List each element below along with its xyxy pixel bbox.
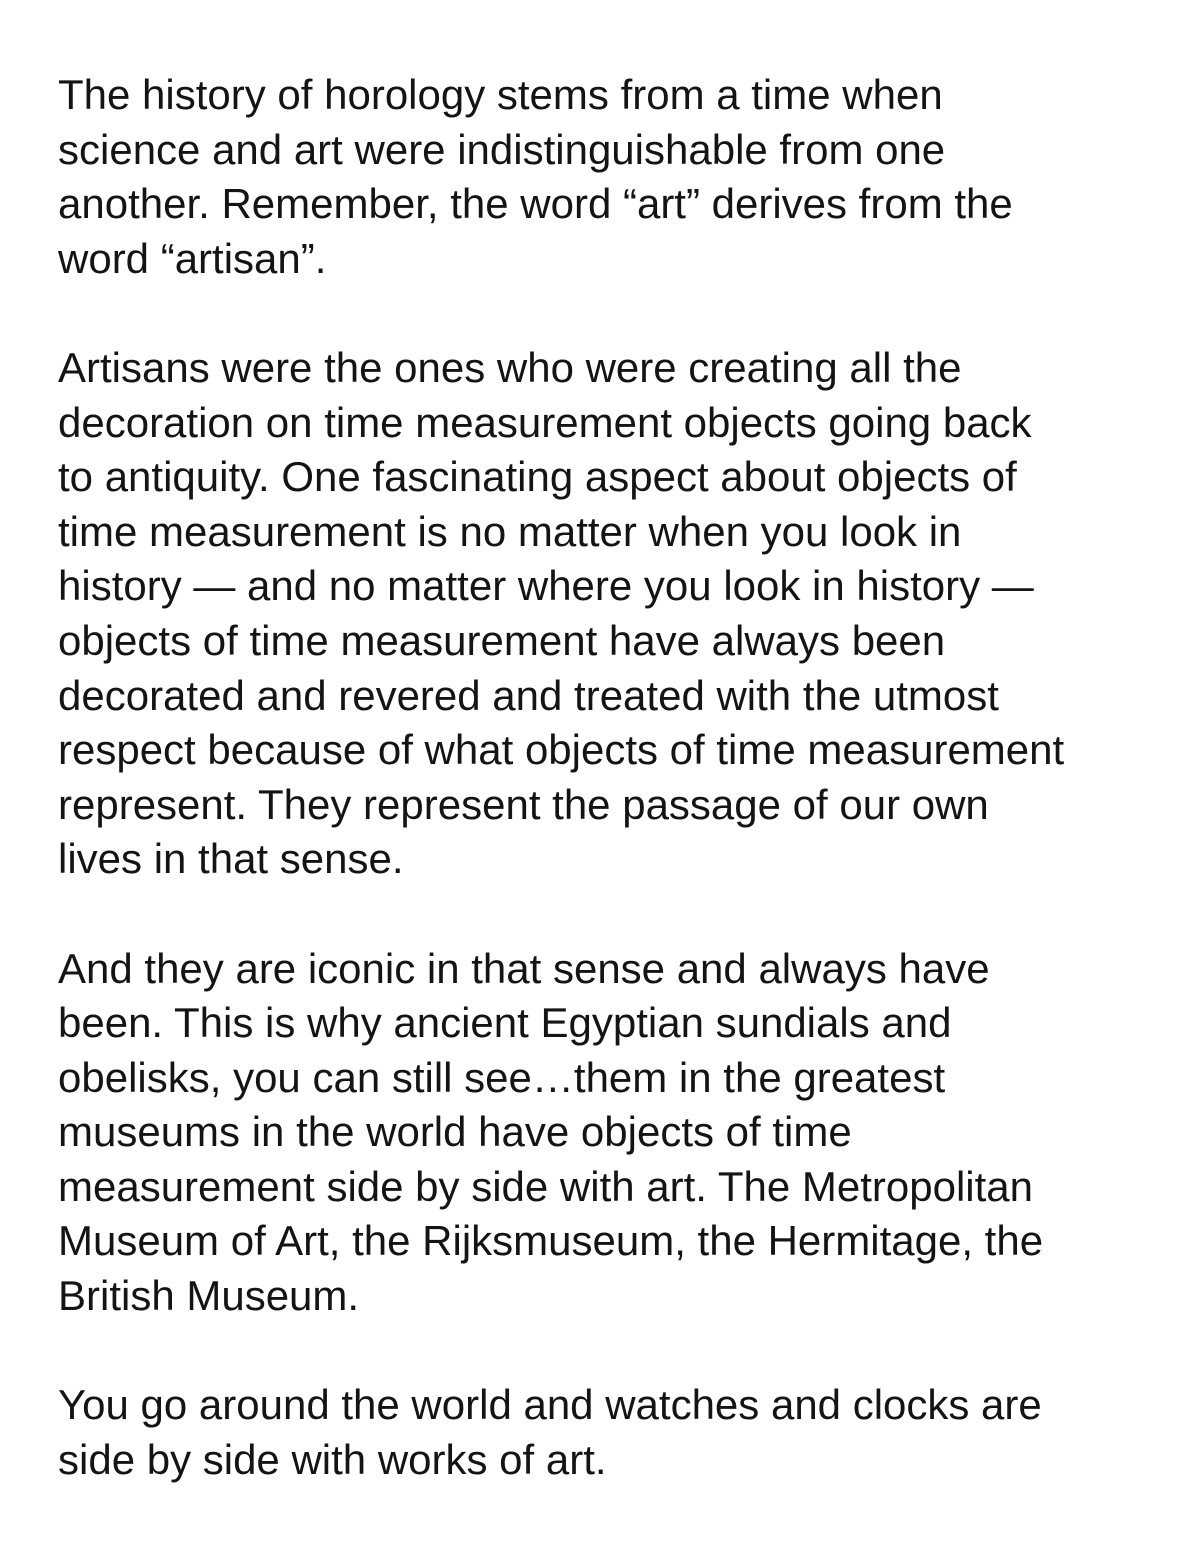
text-line: obelisks, you can still see…them in the greatest: [58, 1053, 946, 1101]
text-line: word “artisan”.: [58, 234, 327, 282]
paragraph-iconic-museums: [58, 942, 1178, 1324]
paragraph-spacer: [58, 286, 1178, 341]
text-line: time measurement is no matter when you look in: [58, 507, 962, 555]
text-line: And they are iconic in that sense and always have: [58, 944, 990, 992]
text-line: respect because of what objects of time measurement: [58, 726, 1065, 774]
text-line: another. Remember, the word “art” derives from the: [58, 180, 1013, 228]
text-line: Artisans were the ones who were creating all the: [58, 343, 962, 391]
text-line: side by side with works of art.: [58, 1435, 607, 1483]
text-line: represent. They represent the passage of our own: [58, 780, 989, 828]
text-line: objects of time measurement have always been: [58, 616, 946, 664]
paragraph-spacer: [58, 1324, 1178, 1379]
text-line: museums in the world have objects of time: [58, 1108, 852, 1156]
text-line: The history of horology stems from a time when: [58, 71, 943, 118]
text-line: to antiquity. One fascinating aspect about objects of: [58, 453, 1017, 501]
text-line: decorated and revered and treated with the utmost: [58, 671, 999, 719]
text-line: decoration on time measurement objects going back: [58, 398, 1032, 446]
document-body: [58, 68, 1178, 1487]
paragraph-spacer: [58, 887, 1178, 942]
text-line: You go around the world and watches and clocks are: [58, 1381, 1042, 1429]
paragraph-horology-history: [58, 68, 1178, 286]
text-line: history — and no matter where you look in history —: [58, 562, 1034, 610]
text-line: lives in that sense.: [58, 835, 404, 883]
text-line: British Museum.: [58, 1272, 360, 1320]
text-line: measurement side by side with art. The Metropolitan: [58, 1162, 1034, 1210]
paragraph-works-of-art: [58, 1378, 1178, 1487]
paragraph-artisans: [58, 341, 1178, 887]
text-line: been. This is why ancient Egyptian sundials and: [58, 999, 952, 1047]
text-line: science and art were indistinguishable from one: [58, 125, 946, 173]
text-line: Museum of Art, the Rijksmuseum, the Hermitage, the: [58, 1217, 1044, 1265]
